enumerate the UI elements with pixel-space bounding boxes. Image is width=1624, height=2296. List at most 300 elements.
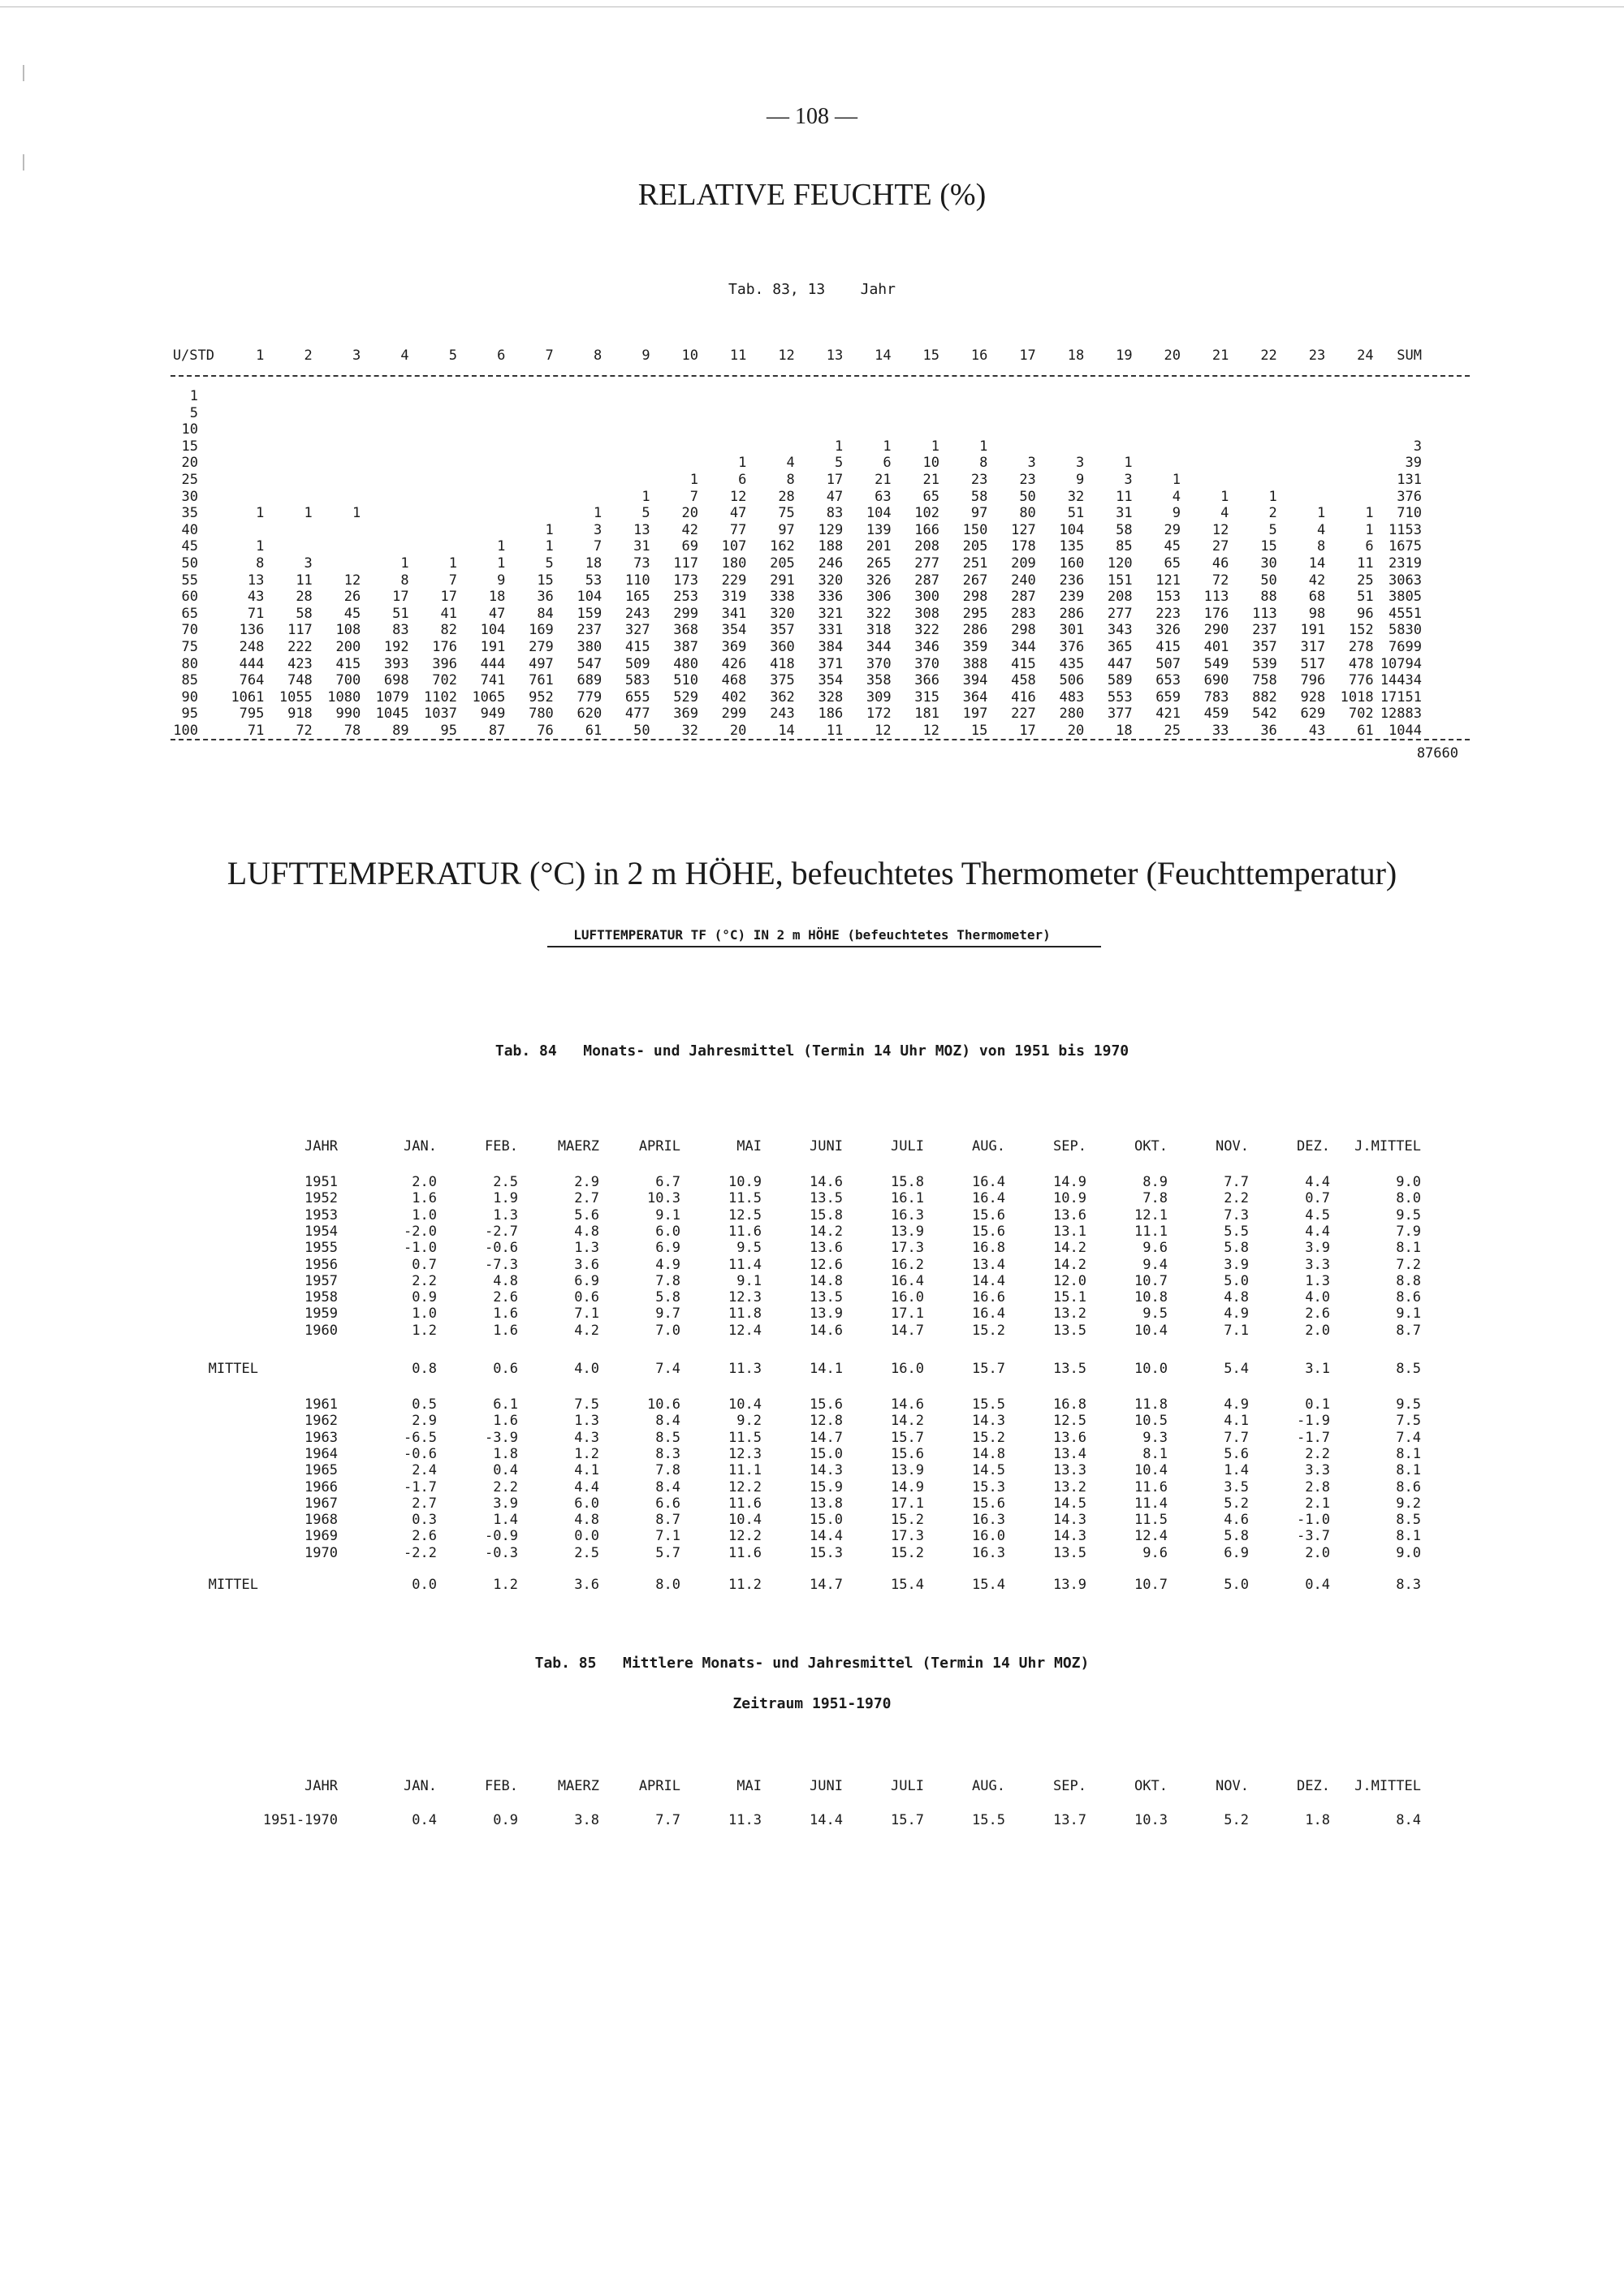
table-cell: 8.5 (1396, 1512, 1421, 1529)
mittel-cell: 11.3 (728, 1361, 762, 1377)
mittel-cell: 7.4 (655, 1361, 680, 1377)
table-cell: 32 (1067, 488, 1085, 505)
section1-title: RELATIVE FEUCHTE (%) (637, 178, 987, 212)
table-cell: 286 (962, 622, 988, 639)
table-cell: 483 (1059, 688, 1085, 706)
table-cell: -3.7 (1297, 1528, 1330, 1545)
table-cell: 6 (738, 472, 747, 488)
table-cell: 1102 (424, 688, 457, 706)
table-cell: 0.7 (412, 1256, 437, 1273)
table-header-cell: NOV. (1216, 1138, 1249, 1154)
table-cell: 14.4 (810, 1812, 843, 1828)
table-cell: 47 (826, 488, 844, 505)
table-cell: 11.6 (728, 1495, 762, 1512)
table-cell: 237 (577, 622, 603, 639)
table-cell: 7.1 (655, 1528, 680, 1545)
table-cell: 14.3 (1053, 1528, 1086, 1545)
table-cell: 553 (1107, 688, 1133, 706)
table-cell: 23 (1019, 472, 1036, 488)
table-cell: 882 (1252, 688, 1277, 706)
row-label: 55 (181, 572, 198, 589)
table-cell: 15.5 (972, 1812, 1005, 1828)
table-cell: 102 (914, 505, 939, 522)
mittel-cell: 15.7 (972, 1361, 1005, 1377)
table-cell: 298 (1011, 622, 1036, 639)
table-cell: 9 (1075, 472, 1085, 488)
table-cell: 16.0 (891, 1289, 924, 1306)
table-cell: 201 (866, 538, 892, 555)
table-cell: 16.4 (972, 1174, 1005, 1190)
table-header-cell: J.MITTEL (1354, 1778, 1421, 1794)
table-header-cell: 24 (1357, 347, 1374, 364)
table-cell: 3 (1413, 438, 1422, 455)
table-cell: 58 (970, 488, 988, 505)
mittel-cell: 15.4 (972, 1577, 1005, 1593)
table-cell: 186 (818, 706, 844, 723)
table-cell: 165 (624, 589, 650, 606)
table-cell: 478 (1348, 655, 1374, 672)
table-cell: 3 (304, 555, 313, 572)
table-cell: 8.7 (1396, 1322, 1421, 1339)
table-cell: 1 (256, 538, 265, 555)
table-cell: 366 (914, 672, 939, 689)
table-cell: 0.5 (412, 1396, 437, 1413)
table-cell: 3 (1027, 455, 1036, 472)
year-label: 1963 (304, 1429, 338, 1446)
table-cell: 16.6 (972, 1289, 1005, 1306)
table-cell: 17 (392, 589, 409, 606)
table-cell: 11.6 (728, 1544, 762, 1561)
table-cell: 2.1 (1305, 1495, 1330, 1512)
table-cell: 9.2 (736, 1413, 762, 1430)
table-cell: 780 (529, 706, 554, 723)
table-cell: 322 (866, 605, 892, 622)
table-cell: 380 (577, 639, 603, 655)
table-header-cell: 1 (256, 347, 265, 364)
table-cell: 15.8 (810, 1206, 843, 1224)
table-cell: 181 (914, 706, 939, 723)
table-cell: 227 (1011, 706, 1036, 723)
table-header-cell: 16 (970, 347, 988, 364)
table-cell: 1.4 (493, 1512, 518, 1529)
table-cell: 388 (962, 655, 988, 672)
table-cell: 76 (537, 723, 554, 739)
table-cell: 80 (1019, 505, 1036, 522)
table-cell: 1.6 (412, 1190, 437, 1207)
table-cell: 415 (1011, 655, 1036, 672)
table-cell: 396 (432, 655, 457, 672)
table-cell: 415 (624, 639, 650, 655)
table-cell: 85 (1116, 538, 1133, 555)
table-cell: 5.8 (1224, 1528, 1249, 1545)
table-cell: 13.2 (1053, 1306, 1086, 1323)
table-cell: 5.0 (1224, 1272, 1249, 1289)
table-header-cell: 23 (1308, 347, 1326, 364)
table-cell: 104 (866, 505, 892, 522)
table-cell: 12.2 (728, 1528, 762, 1545)
table-cell: 98 (1308, 605, 1326, 622)
table-cell: 20 (681, 505, 698, 522)
table-cell: 222 (287, 639, 313, 655)
table-header-cell: FEB. (485, 1778, 518, 1794)
table-cell: 16.0 (972, 1528, 1005, 1545)
table-cell: 58 (296, 605, 313, 622)
table-cell: 13.9 (891, 1223, 924, 1240)
table-cell: 14.4 (972, 1272, 1005, 1289)
table-cell: 104 (577, 589, 603, 606)
table-cell: 15.5 (972, 1396, 1005, 1413)
table-cell: 3805 (1389, 589, 1422, 606)
table-cell: 18 (488, 589, 506, 606)
table-cell: 150 (962, 521, 988, 538)
table-cell: 362 (770, 688, 795, 706)
table-header-cell: MAI (736, 1138, 762, 1154)
row-label: 30 (181, 488, 198, 505)
table-cell: 13.6 (1053, 1429, 1086, 1446)
mittel-cell: 1.2 (493, 1577, 518, 1593)
table-cell: 240 (1011, 572, 1036, 589)
table-cell: 18 (585, 555, 603, 572)
table-cell: 43 (1308, 723, 1326, 739)
table-cell: 321 (818, 605, 844, 622)
table-cell: 517 (1300, 655, 1326, 672)
table-cell: 1.3 (574, 1413, 599, 1430)
table-cell: 369 (721, 639, 747, 655)
table-cell: 8.8 (1396, 1272, 1421, 1289)
table-cell: 15.6 (972, 1206, 1005, 1224)
table-cell: 15.3 (810, 1544, 843, 1561)
table-cell: -1.7 (1297, 1429, 1330, 1446)
table-cell: 761 (529, 672, 554, 689)
table-cell: 776 (1348, 672, 1374, 689)
table-cell: 359 (962, 639, 988, 655)
table-cell: 12 (343, 572, 361, 589)
table-cell: 208 (914, 538, 939, 555)
table-cell: 8 (256, 555, 265, 572)
section2-subtitle: LUFTTEMPERATUR TF (°C) IN 2 m HÖHE (befeuchtetes Thermometer) (573, 927, 1051, 943)
table-cell: 84 (537, 605, 554, 622)
table-cell: 2.7 (412, 1495, 437, 1512)
table-cell: 13.2 (1053, 1478, 1086, 1495)
table-cell: 360 (770, 639, 795, 655)
table-cell: 286 (1059, 605, 1085, 622)
table-cell: 11.4 (728, 1256, 762, 1273)
table-cell: 7.1 (574, 1306, 599, 1323)
table-cell: 344 (1011, 639, 1036, 655)
table-cell: 9.0 (1396, 1544, 1421, 1561)
table-cell: 16.8 (1053, 1396, 1086, 1413)
table-cell: 1.9 (493, 1190, 518, 1207)
table-cell: 159 (577, 605, 603, 622)
table-cell: 0.3 (412, 1512, 437, 1529)
table-cell: 3.6 (574, 1256, 599, 1273)
table-header-cell: 20 (1164, 347, 1181, 364)
table-cell: 1.0 (412, 1206, 437, 1224)
table-cell: 12.4 (1134, 1528, 1168, 1545)
table-cell: 6.1 (493, 1396, 518, 1413)
table-header-cell: 6 (497, 347, 506, 364)
table-cell: 13.1 (1053, 1223, 1086, 1240)
table-header-cell: DEZ. (1297, 1138, 1330, 1154)
table-cell: 702 (1348, 706, 1374, 723)
table-cell: 1 (497, 538, 506, 555)
table-cell: 25 (1357, 572, 1374, 589)
year-label: 1956 (304, 1256, 338, 1273)
table-header-cell: 15 (922, 347, 939, 364)
table-header-cell: 13 (826, 347, 844, 364)
year-label: 1965 (304, 1462, 338, 1479)
mittel-cell: 13.9 (1053, 1577, 1086, 1593)
table-cell: 0.0 (574, 1528, 599, 1545)
table-cell: -3.9 (485, 1429, 518, 1446)
row-label: 100 (173, 723, 198, 739)
table-cell: 17.3 (891, 1240, 924, 1257)
table-cell: 17.1 (891, 1495, 924, 1512)
table-cell: 629 (1300, 706, 1326, 723)
mittel-cell: 10.0 (1134, 1361, 1168, 1377)
table-cell: 253 (673, 589, 698, 606)
table-cell: 243 (770, 706, 795, 723)
table-cell: 10794 (1380, 655, 1422, 672)
table-cell: 357 (1252, 639, 1277, 655)
table-header-cell: J.MITTEL (1354, 1138, 1421, 1154)
table-cell: 82 (440, 622, 457, 639)
table-cell: -2.7 (485, 1223, 518, 1240)
table-cell: 317 (1300, 639, 1326, 655)
table-cell: 1 (1268, 488, 1277, 505)
table-cell: 4.5 (1305, 1206, 1330, 1224)
table-cell: 315 (914, 688, 939, 706)
table-cell: 63 (875, 488, 892, 505)
table-cell: 748 (287, 672, 313, 689)
table-cell: 5 (641, 505, 650, 522)
table-cell: 6.6 (655, 1495, 680, 1512)
table-cell: 15.9 (810, 1478, 843, 1495)
table-cell: 2.6 (493, 1289, 518, 1306)
table-cell: 31 (633, 538, 650, 555)
table-cell: 1044 (1389, 723, 1422, 739)
table-cell: 547 (577, 655, 603, 672)
table-cell: 200 (335, 639, 361, 655)
table-cell: 14.8 (810, 1272, 843, 1289)
table-cell: 12.8 (810, 1413, 843, 1430)
table-cell: 8 (1316, 538, 1326, 555)
table-cell: 7.7 (1224, 1429, 1249, 1446)
table-cell: 338 (770, 589, 795, 606)
table-cell: 1 (256, 505, 265, 522)
table-cell: 58 (1116, 521, 1133, 538)
table-cell: 368 (673, 622, 698, 639)
year-label: 1964 (304, 1445, 338, 1462)
mittel-cell: 8.0 (655, 1577, 680, 1593)
table-cell: 191 (480, 639, 506, 655)
table-cell: 3 (593, 521, 603, 538)
table-cell: 5 (834, 455, 844, 472)
table-cell: 2.6 (412, 1528, 437, 1545)
table-cell: 13.5 (1053, 1544, 1086, 1561)
table-cell: 1 (931, 438, 939, 455)
table-cell: 83 (826, 505, 844, 522)
table-cell: 15.3 (972, 1478, 1005, 1495)
table-header-cell: 8 (593, 347, 603, 364)
table-cell: 444 (239, 655, 265, 672)
table-cell: 2.5 (493, 1174, 518, 1190)
table-cell: 3.3 (1305, 1462, 1330, 1479)
table-cell: 426 (721, 655, 747, 672)
year-label: 1955 (304, 1240, 338, 1257)
table-cell: 107 (721, 538, 747, 555)
table-header-cell: JUNI (810, 1778, 843, 1794)
mittel-cell: 0.4 (1305, 1577, 1330, 1593)
table-cell: 2.2 (1305, 1445, 1330, 1462)
table-cell: 208 (1107, 589, 1133, 606)
year-label: 1957 (304, 1272, 338, 1289)
table-cell: 354 (721, 622, 747, 639)
table-cell: 2.2 (493, 1478, 518, 1495)
table-cell: 28 (296, 589, 313, 606)
table-cell: 279 (529, 639, 554, 655)
table-cell: 2.2 (1224, 1190, 1249, 1207)
table-cell: 7.9 (1396, 1223, 1421, 1240)
table-cell: -1.9 (1297, 1413, 1330, 1430)
table-cell: 16.3 (972, 1544, 1005, 1561)
table-cell: 11.5 (728, 1429, 762, 1446)
table-cell: 21 (922, 472, 939, 488)
table-cell: 87 (488, 723, 506, 739)
table-header-cell: JAHR (304, 1138, 338, 1154)
table-cell: 4.2 (574, 1322, 599, 1339)
table-cell: 8 (400, 572, 409, 589)
table-cell: 10 (922, 455, 939, 472)
table-cell: 14.4 (810, 1528, 843, 1545)
table-header-cell: APRIL (638, 1778, 680, 1794)
table-cell: 205 (962, 538, 988, 555)
period-label: 1951-1970 (262, 1812, 338, 1828)
mittel-cell: 8.3 (1396, 1577, 1421, 1593)
table-cell: 1061 (231, 688, 265, 706)
table-cell: 928 (1300, 688, 1326, 706)
table-cell: 1.6 (493, 1322, 518, 1339)
table-cell: 1 (545, 521, 554, 538)
table-cell: 13.5 (810, 1289, 843, 1306)
table-cell: 283 (1011, 605, 1036, 622)
table-cell: 10.4 (1134, 1322, 1168, 1339)
table-cell: 2.5 (574, 1544, 599, 1561)
table-cell: 61 (585, 723, 603, 739)
table-cell: 17.3 (891, 1528, 924, 1545)
table-cell: 14.8 (972, 1445, 1005, 1462)
table-cell: 51 (1067, 505, 1085, 522)
table-cell: 589 (1107, 672, 1133, 689)
table-cell: 990 (335, 706, 361, 723)
table-cell: 50 (1260, 572, 1277, 589)
row-label: 85 (181, 672, 198, 689)
table-cell: 97 (778, 521, 795, 538)
table-header-cell: 5 (448, 347, 457, 364)
year-label: 1970 (304, 1544, 338, 1561)
table-cell: 480 (673, 655, 698, 672)
table-cell: 1 (1365, 521, 1374, 538)
table-cell: 6.9 (574, 1272, 599, 1289)
table-cell: 376 (1397, 488, 1422, 505)
table-cell: 7.5 (574, 1396, 599, 1413)
table-cell: 375 (770, 672, 795, 689)
table-cell: 1.2 (412, 1322, 437, 1339)
table-cell: -0.3 (485, 1544, 518, 1561)
table-cell: 5.2 (1224, 1812, 1249, 1828)
table-cell: 267 (962, 572, 988, 589)
table-header-cell: 18 (1067, 347, 1085, 364)
table-cell: 11.1 (728, 1462, 762, 1479)
table-cell: 251 (962, 555, 988, 572)
table-cell: 6 (883, 455, 892, 472)
table-header-cell: MAERZ (557, 1778, 599, 1794)
scan-left-mark (23, 65, 24, 81)
table-cell: 83 (392, 622, 409, 639)
table-cell: 16.1 (891, 1190, 924, 1207)
table-cell: 5.8 (655, 1289, 680, 1306)
table-cell: 280 (1059, 706, 1085, 723)
row-label: 5 (189, 404, 198, 421)
table-cell: 331 (818, 622, 844, 639)
table-cell: 14.6 (810, 1322, 843, 1339)
table-rule-top (171, 375, 1470, 377)
table-cell: 318 (866, 622, 892, 639)
table-cell: 248 (239, 639, 265, 655)
year-label: 1958 (304, 1289, 338, 1306)
table-header-cell: JAN. (404, 1138, 437, 1154)
mittel-cell: 5.4 (1224, 1361, 1249, 1377)
table-cell: 9.5 (1142, 1306, 1168, 1323)
table-cell: 113 (1252, 605, 1277, 622)
table-header-cell: 3 (352, 347, 361, 364)
table-cell: 5.7 (655, 1544, 680, 1561)
table-cell: 698 (383, 672, 409, 689)
table-cell: 583 (624, 672, 650, 689)
table-cell: 65 (922, 488, 939, 505)
table-cell: 710 (1397, 505, 1422, 522)
table-cell: 51 (1357, 589, 1374, 606)
table-cell: 9.0 (1396, 1174, 1421, 1190)
table-cell: 918 (287, 706, 313, 723)
table-cell: 42 (1308, 572, 1326, 589)
table-cell: 336 (818, 589, 844, 606)
table-cell: 7699 (1389, 639, 1422, 655)
table-cell: 110 (624, 572, 650, 589)
table-cell: 4.1 (1224, 1413, 1249, 1430)
table-cell: 152 (1348, 622, 1374, 639)
table-header-cell: 7 (545, 347, 554, 364)
table-cell: 346 (914, 639, 939, 655)
table-cell: 13.8 (810, 1495, 843, 1512)
table-cell: 1037 (424, 706, 457, 723)
row-label: 75 (181, 639, 198, 655)
table-cell: 1080 (327, 688, 361, 706)
tab83-label: Tab. 83, 13 Jahr (728, 281, 896, 298)
table-cell: 26 (343, 589, 361, 606)
table-cell: 3 (1075, 455, 1085, 472)
table-cell: 1 (497, 555, 506, 572)
table-cell: 45 (1164, 538, 1181, 555)
table-cell: 9.1 (736, 1272, 762, 1289)
table-cell: 0.1 (1305, 1396, 1330, 1413)
year-label: 1961 (304, 1396, 338, 1413)
table-cell: 4.0 (1305, 1289, 1330, 1306)
table-cell: 8.4 (655, 1478, 680, 1495)
table-cell: 229 (721, 572, 747, 589)
table-cell: 11.6 (1134, 1478, 1168, 1495)
table-cell: 2 (1268, 505, 1277, 522)
